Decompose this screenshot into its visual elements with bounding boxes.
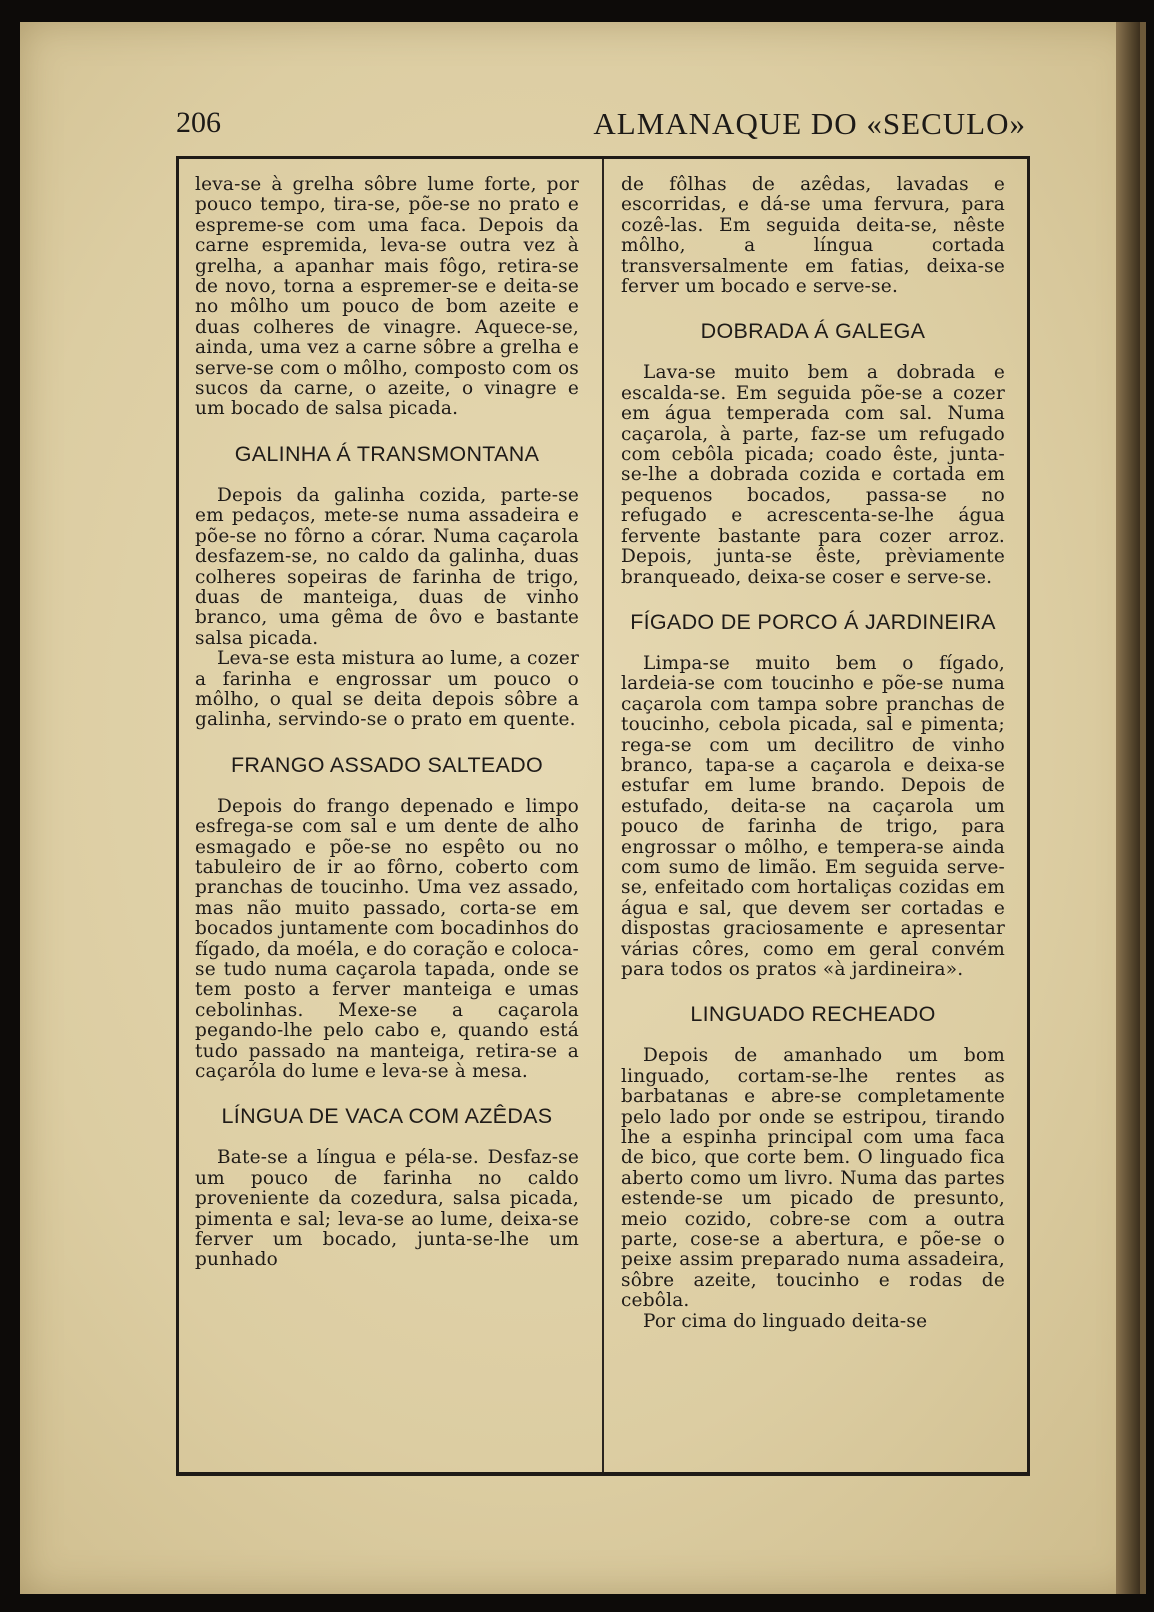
recipe-title: GALINHA Á TRANSMONTANA [234, 441, 540, 466]
recipe-paragraph: Leva-se esta mistura ao lume, a cozer a farinha e engrossar um pouco o môlho, o qual se deita depois sôbre a galinha, servindo-se o prato em quente. [195, 648, 579, 731]
recipe-paragraph: Depois do frango depenado e limpo esfrega-se com sal e um dente de alho esmagado e põe-se no espêto ou no tabuleiro de ir ao fôrno, coberto com pranchas de toucinho. Uma vez assado, mas não muito passado, corta-se em bocados juntamente com bocadinhos do fígado, da moéla, e do coração e coloca-se tudo numa caçarola tapada, onde se tem posto a ferver manteiga e umas cebolinhas. Mexe-se a caçarola pegando-lhe pelo cabo e, quando está tudo passado na manteiga, retira-se a caçaróla do lume e leva-se à mesa. [195, 795, 579, 1083]
running-title: ALMANAQUE DO «SECULO» [593, 106, 1026, 141]
text-frame [176, 156, 1030, 1476]
recipe-paragraph: Depois da galinha cozida, parte-se em pedaços, mete-se numa assadeira e põe-se no fôrno a córar. Numa caçarola desfazem-se, no caldo da galinha, duas colheres sopeiras de farinha de trigo, duas de manteiga, duas de vinho branco, uma gêma de ôvo e bastante salsa picada. [195, 484, 579, 649]
recipe-paragraph: Depois de amanhado um bom linguado, cortam-se-lhe rentes as barbatanas e abre-se completamente pelo lado por onde se estripou, tirando lhe a espinha principal com uma faca de bico, que corte bem. O linguado fica aberto como um livro. Numa das partes estende-se um picado de presunto, meio cozido, cobre-se com a outra parte, cose-se a abertura, e põe-se o peixe assim preparado numa assadeira, sôbre azeite, toucinho e rodas de cebôla. [621, 1045, 1005, 1312]
page-number: 206 [176, 106, 221, 139]
page-header [176, 106, 1026, 146]
continued-paragraph: de fôlhas de azêdas, lavadas e escorridas, e dá-se uma fervura, para cozê-las. Em seguida deita-se, nêste môlho, a língua cortada transversalmente em fatias, deixa-se ferver um bocado e serve-se. [621, 174, 1005, 298]
left-column [195, 175, 579, 1271]
recipe-paragraph: Lava-se muito bem a dobrada e escalda-se. Em seguida põe-se a cozer em água temperada com sal. Numa caçarola, à parte, faz-se um refugado com cebôla picada; coado êste, junta-se-lhe a dobrada cozida e cortada em pequenos bocados, passa-se no refugado e acrescenta-se-lhe água fervente bastante para cozer arroz. Depois, junta-se êste, prèviamente branqueado, deixa-se coser e serve-se. [621, 362, 1005, 588]
recipe-paragraph: Limpa-se muito bem o fígado, lardeia-se com toucinho e põe-se numa caçarola com tampa sobre pranchas de toucinho, cebola picada, sal e pimenta; rega-se com um decilitro de vinho branco, tapa-se a caçarola e deixa-se estufar em lume brando. Depois de estufado, deita-se na caçarola um pouco de farinha de trigo, para engrossar o môlho, e tempera-se ainda com sumo de limão. Em seguida serve-se, enfeitado com hortaliças cozidas em água e sal, que devem ser cortadas e dispostas graciosamente e apresentar várias côres, como em geral convém para todos os pratos «à jardineira». [621, 652, 1005, 980]
recipe-title: DOBRADA Á GALEGA [700, 319, 926, 344]
continued-paragraph: leva-se à grelha sôbre lume forte, por pouco tempo, tira-se, põe-se no prato e espreme-se com uma faca. Depois da carne espremida, leva-se outra vez à grelha, a apanhar mais fôgo, retira-se de novo, torna a espremer-se e deita-se no môlho um pouco de bom azeite e duas colheres de vinagre. Aquece-se, ainda, uma vez a carne sôbre a grelha e serve-se com o môlho, composto com os sucos da carne, o azeite, o vinagre e um bocado de salsa picada. [195, 174, 579, 420]
recipe-paragraph: Bate-se a língua e péla-se. Desfaz-se um pouco de farinha no caldo proveniente da cozedura, salsa picada, pimenta e sal; leva-se ao lume, deixa-se ferver um bocado, junta-se-lhe um punhado [195, 1147, 579, 1271]
right-column [621, 175, 1005, 1332]
recipe-paragraph: Por cima do linguado deita-se [643, 1310, 928, 1332]
recipe-title: FÍGADO DE PORCO Á JARDINEIRA [630, 609, 996, 634]
recipe-title: LÍNGUA DE VACA COM AZÊDAS [221, 1104, 553, 1129]
page-edge [1116, 22, 1140, 1594]
recipe-title: LINGUADO RECHEADO [690, 1002, 936, 1027]
column-divider [602, 159, 604, 1472]
recipe-title: FRANGO ASSADO SALTEADO [230, 752, 544, 777]
